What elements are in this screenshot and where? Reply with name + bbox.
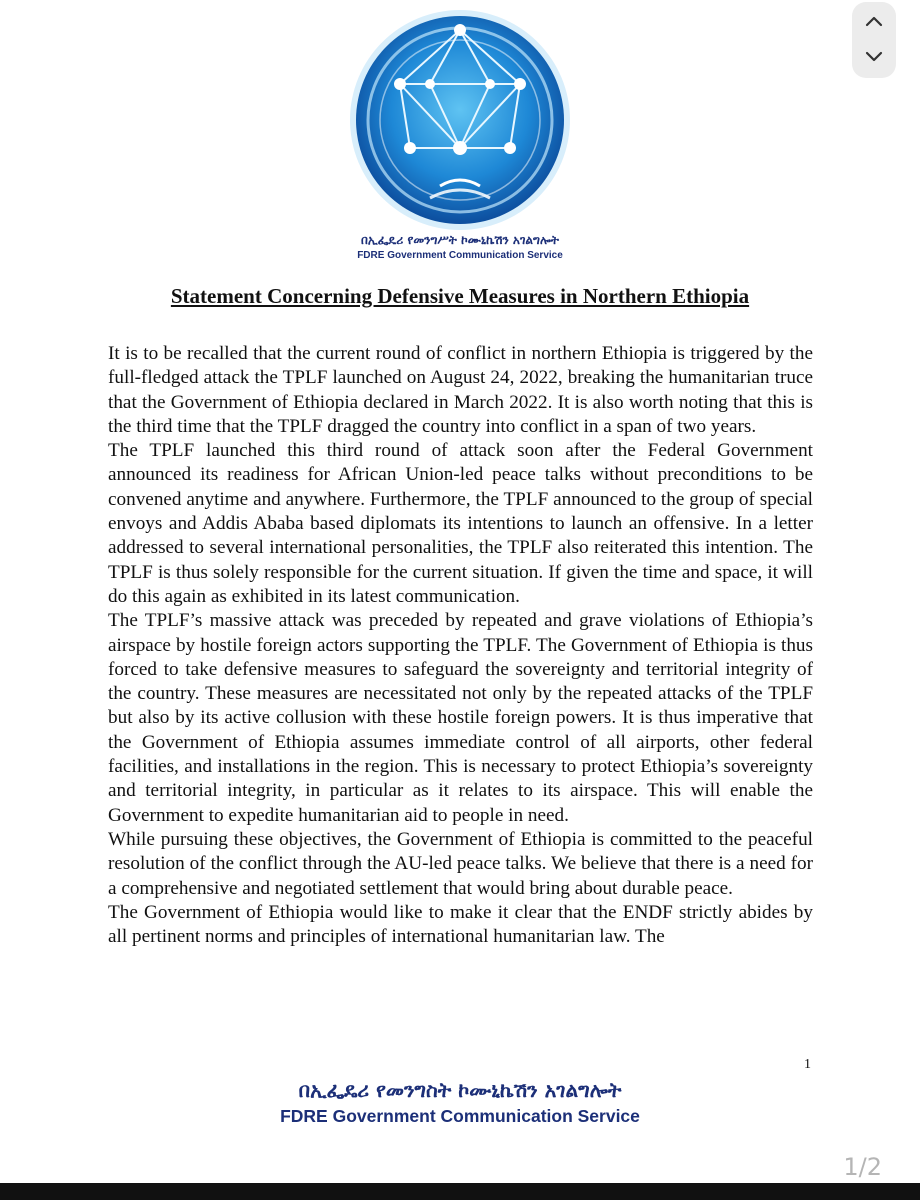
next-page-button[interactable]	[852, 40, 896, 78]
document-body	[108, 342, 813, 949]
page-number: 1	[804, 1057, 811, 1072]
page-counter: 1/2	[843, 1153, 882, 1181]
header-logo	[0, 0, 920, 275]
logo-english-caption: FDRE Government Communication Service	[357, 250, 563, 261]
bottom-bar	[0, 1183, 920, 1200]
constellation-globe-logo	[332, 8, 588, 236]
previous-page-button[interactable]	[852, 2, 896, 40]
document-title: Statement Concerning Defensive Measures in Northern Ethiopia	[170, 284, 750, 308]
paragraph: The TPLF’s massive attack was preceded by repeated and grave violations of Ethiopia’s airspace by hostile foreign actors supporting the TPLF. The Government of Ethiopia is thus forced to take defensive measures to safeguard the sovereignty and territorial integrity of the country. These measures are necessitated not only by the repeated attacks of the TPLF but also by its active collusion with these hostile foreign powers. It is thus imperative that the Government of Ethiopia assumes immediate control of all airports, other federal facilities, and installations in the region. This is necessary to protect Ethiopia’s sovereignty and territorial integrity, in particular as it relates to its airspace. This will enable the Government to expedite humanitarian aid to people in need.	[108, 610, 813, 826]
logo-amharic-caption: በኢፌዴሪ የመንግሥት ኮሙኒኬሽን አገልግሎት	[361, 233, 559, 247]
paragraph: While pursuing these objectives, the Government of Ethiopia is committed to the peaceful resolution of the conflict through the AU-led peace talks. We believe that there is a need for a comprehensive and negotiated settlement that would bring about durable peace.	[108, 828, 813, 899]
footer-amharic-name: በኢፌዴሪ የመንግስት ኮሙኒኬሽን አገልግሎት	[298, 1078, 622, 1102]
footer-english-name: FDRE Government Communication Service	[280, 1106, 640, 1126]
chevron-down-icon	[852, 40, 896, 78]
page-navigation	[852, 2, 896, 78]
paragraph: It is to be recalled that the current round of conflict in northern Ethiopia is triggered by the full-fledged attack the TPLF launched on August 24, 2022, breaking the humanitarian truce that the Government of Ethiopia declared in March 2022. It is also worth noting that this is the third time that the TPLF dragged the country into conflict in a span of two years.	[108, 343, 813, 437]
paragraph: The Government of Ethiopia would like to make it clear that the ENDF strictly abides by all pertinent norms and principles of international humanitarian law. The	[108, 901, 813, 948]
paragraph: The TPLF launched this third round of attack soon after the Federal Government announced its readiness for African Union-led peace talks without preconditions to be convened anytime and anywhere. Furthermore, the TPLF announced to the group of special envoys and Addis Ababa based diplomats its intentions to launch an offensive. In a letter addressed to several international personalities, the TPLF also reiterated this intention. The TPLF is thus solely responsible for the current situation. If given the time and space, it will do this again as exhibited in its latest communication.	[108, 440, 813, 607]
chevron-up-icon	[852, 2, 896, 40]
